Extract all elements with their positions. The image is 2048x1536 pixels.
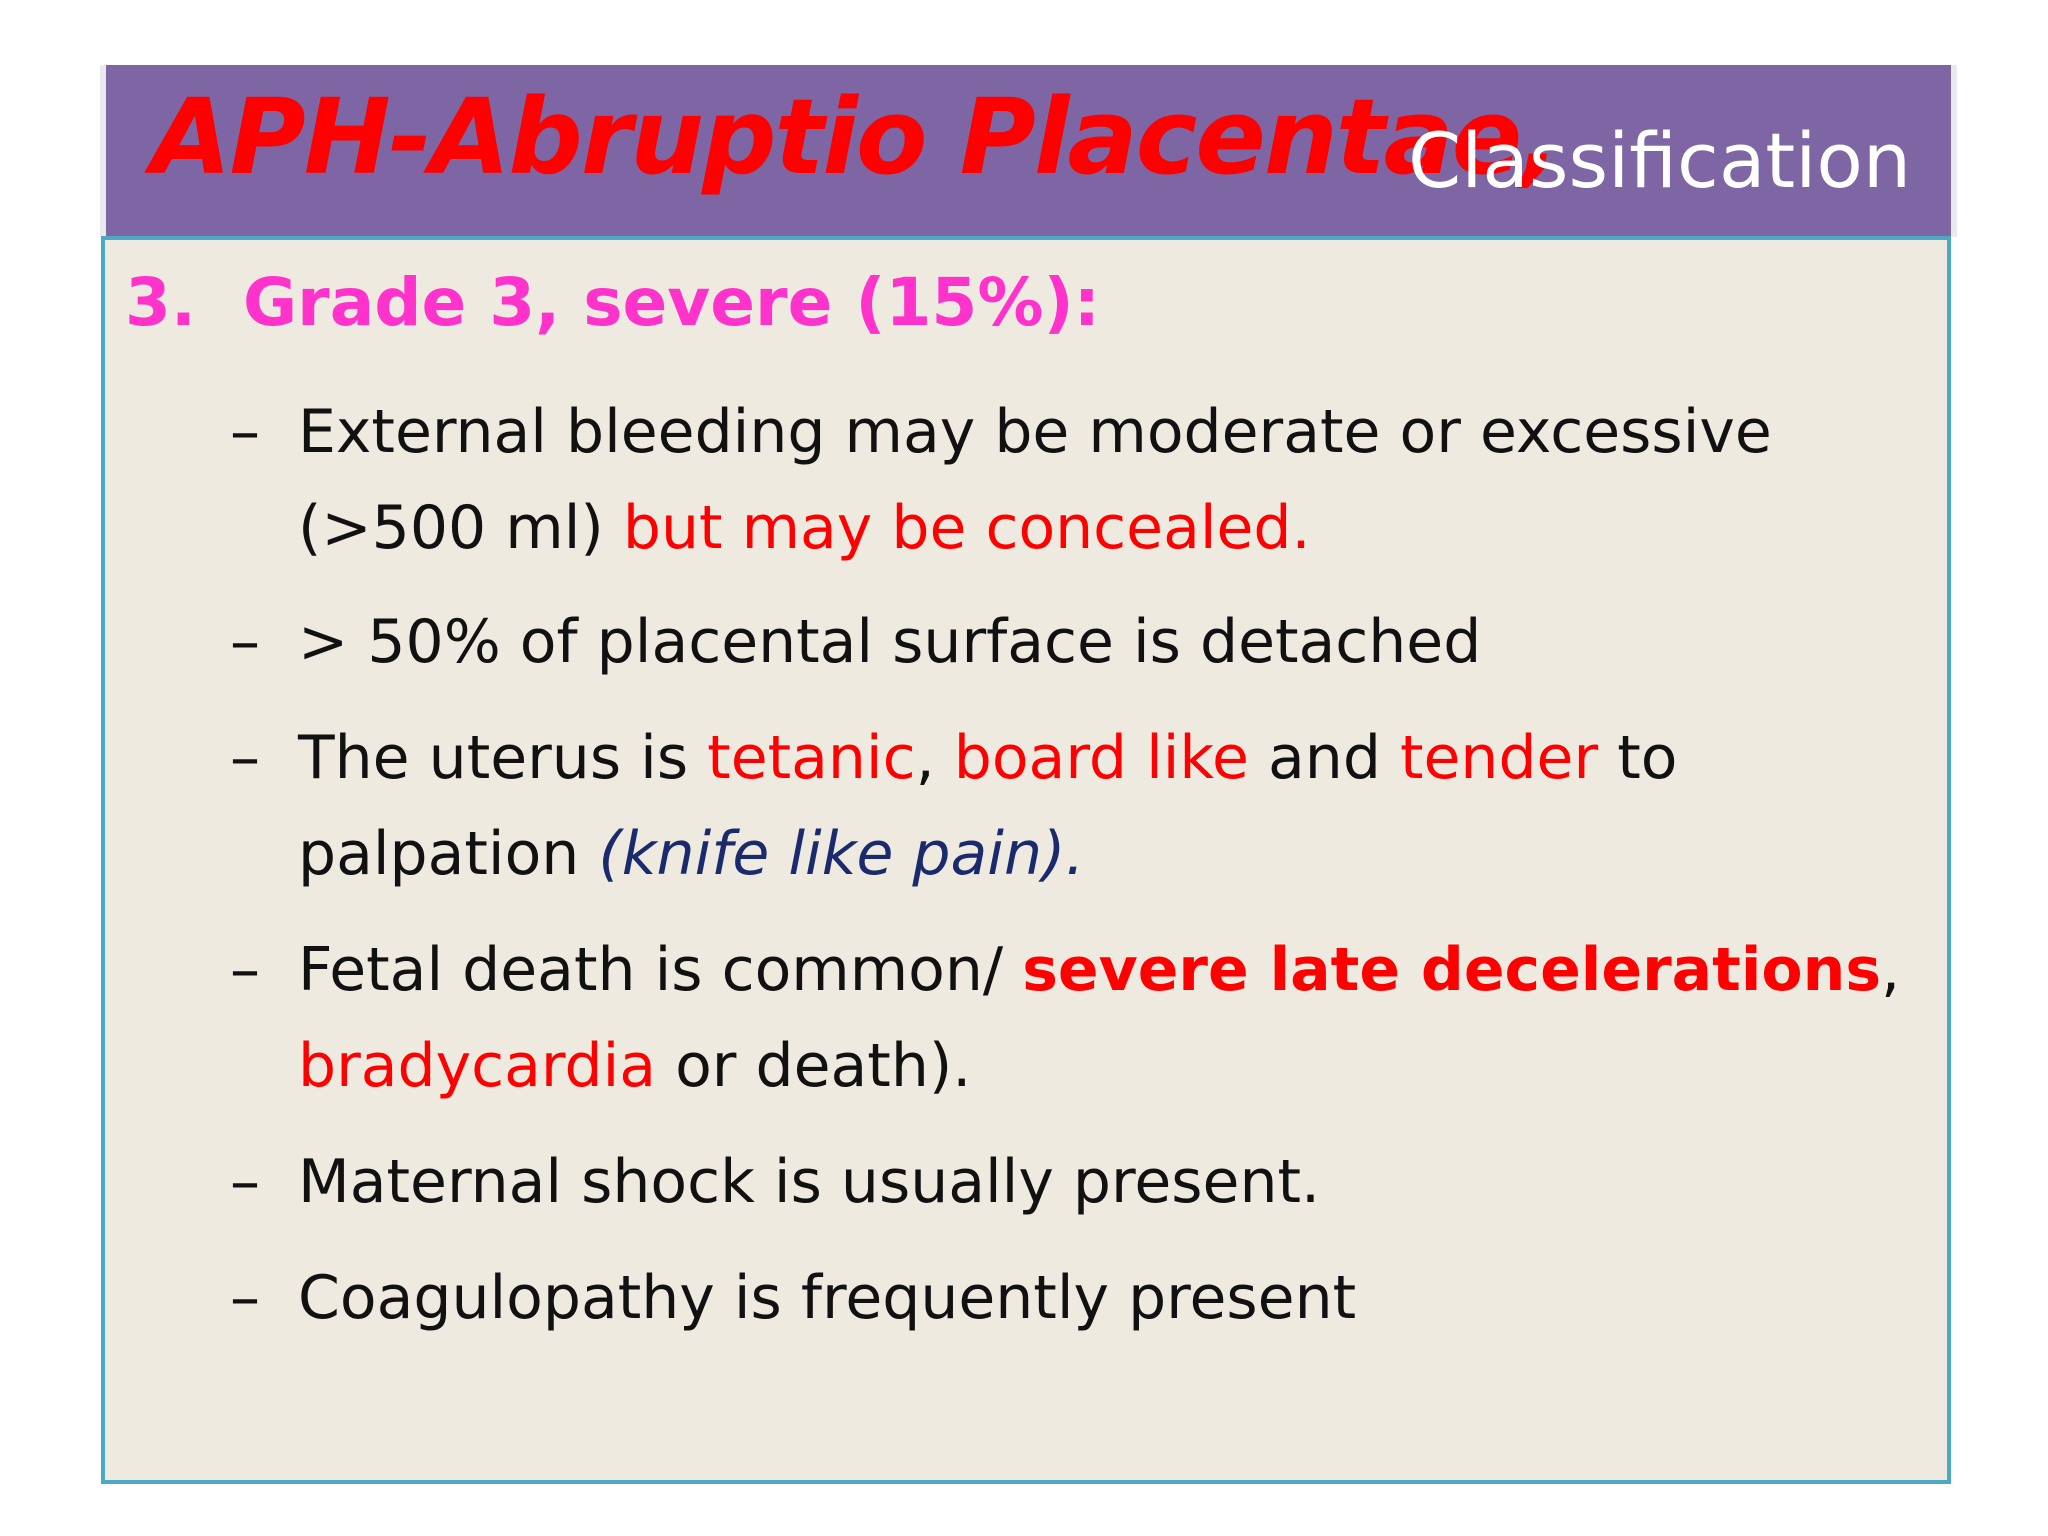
bullet-segment: Fetal death is common/	[298, 935, 1023, 1005]
bullet-text	[230, 594, 1930, 690]
bullet-segment: The uterus is	[298, 723, 708, 793]
bullet-segment-emphasis: tetanic	[707, 723, 916, 793]
bullet-segment: or death).	[656, 1031, 972, 1101]
grade-heading	[125, 264, 1101, 341]
bullet-item	[230, 922, 1930, 1114]
bullet-segment-emphasis: tender	[1399, 723, 1599, 793]
bullet-dash: –	[230, 1147, 260, 1217]
bullet-segment: External bleeding may be moderate or excessive (>500 ml)	[298, 397, 1772, 563]
bullet-segment-emphasis: bradycardia	[298, 1031, 657, 1101]
bullet-segment-emphasis: board like	[953, 723, 1249, 793]
bullet-item	[230, 1250, 1930, 1346]
slide-title-main: APH-Abruptio Placentae,	[151, 76, 1558, 198]
bullet-segment: Coagulopathy is frequently present	[298, 1263, 1357, 1333]
bullet-segment: ,	[915, 723, 954, 793]
bullet-segment: and	[1248, 723, 1400, 793]
bullet-item	[230, 594, 1930, 690]
bullet-text	[230, 922, 1930, 1114]
bullet-item	[230, 384, 1930, 576]
slide-content-box	[101, 236, 1951, 1484]
bullet-segment-aside: (knife like pain).	[598, 819, 1085, 889]
bullet-dash: –	[230, 607, 260, 677]
bullet-segment-strong-emphasis: severe late decelerations	[1022, 935, 1882, 1005]
bullet-segment: > 50% of placental surface is detached	[298, 607, 1482, 677]
bullet-item	[230, 1134, 1930, 1230]
bullet-dash: –	[230, 723, 260, 793]
slide-title-bar	[106, 65, 1951, 237]
bullet-text	[230, 710, 1930, 902]
bullet-segment: Maternal shock is usually present.	[298, 1147, 1321, 1217]
bullet-text	[230, 1250, 1930, 1346]
bullet-segment-emphasis: but may be concealed.	[622, 493, 1311, 563]
bullet-segment: to palpation	[298, 723, 1678, 889]
bullet-item	[230, 710, 1930, 902]
bullet-dash: –	[230, 935, 260, 1005]
grade-heading-text: Grade 3, severe (15%):	[243, 264, 1101, 341]
bullet-dash: –	[230, 397, 260, 467]
bullet-dash: –	[230, 1263, 260, 1333]
grade-number: 3.	[125, 264, 196, 341]
bullet-text	[230, 384, 1930, 576]
slide-title-subtitle: Classification	[1408, 116, 1911, 205]
bullet-text	[230, 1134, 1930, 1230]
bullet-segment: ,	[1881, 935, 1901, 1005]
